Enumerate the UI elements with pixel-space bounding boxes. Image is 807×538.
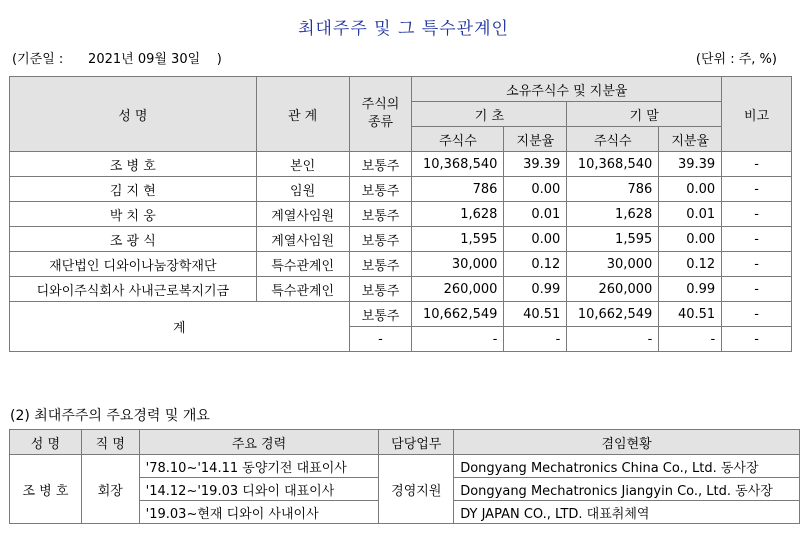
cell-begin-ratio: 39.39: [504, 152, 567, 177]
cell-end-ratio: 0.01: [659, 202, 722, 227]
cell-relation: 계열사임원: [256, 227, 349, 252]
page-title: 최대주주 및 그 특수관계인: [298, 19, 509, 39]
header-holdings: 소유주식수 및 지분율: [412, 77, 722, 102]
cell-begin-ratio: 40.51: [504, 302, 567, 327]
cell-name: 박 치 웅: [10, 202, 257, 227]
cell-type: 보통주: [349, 277, 412, 302]
table-row: [10, 177, 792, 202]
cell-end-shares: -: [567, 327, 659, 352]
cell-end-ratio: 0.00: [659, 177, 722, 202]
cell-begin-ratio: 0.99: [504, 277, 567, 302]
cell-name: 재단법인 디와이나눔장학재단: [10, 252, 257, 277]
cell-remark: -: [722, 152, 792, 177]
table-row: [10, 252, 792, 277]
cell-duty: 경영지원: [379, 455, 454, 524]
cell-remark: -: [722, 177, 792, 202]
cell-end-ratio: 0.12: [659, 252, 722, 277]
cell-end-shares: 10,368,540: [567, 152, 659, 177]
cell-begin-shares: 30,000: [412, 252, 504, 277]
cell-relation: 임원: [256, 177, 349, 202]
cell-name: 조 광 식: [10, 227, 257, 252]
header-end-shares: 주식수: [567, 127, 659, 152]
cell-type: 보통주: [349, 202, 412, 227]
cell-end-ratio: 39.39: [659, 152, 722, 177]
cell-begin-ratio: 0.12: [504, 252, 567, 277]
table-row: [10, 455, 800, 478]
cell-name: 디와이주식회사 사내근로복지기금: [10, 277, 257, 302]
cell-begin-shares: -: [412, 327, 504, 352]
basis-date: (기준일 : 2021년 09월 30일 ): [12, 52, 222, 67]
cell-relation: 본인: [256, 152, 349, 177]
career-section-title: (2) 최대주주의 주요경력 및 개요: [10, 408, 210, 424]
header-end-ratio: 지분율: [659, 127, 722, 152]
cell-remark: -: [722, 327, 792, 352]
cell-relation: 특수관계인: [256, 277, 349, 302]
cell-end-shares: 1,595: [567, 227, 659, 252]
cell-begin-shares: 1,628: [412, 202, 504, 227]
cell-end-ratio: 0.99: [659, 277, 722, 302]
header-concurrent: 겸임현황: [454, 430, 800, 455]
header-position: 직 명: [81, 430, 139, 455]
cell-begin-ratio: -: [504, 327, 567, 352]
cell-remark: -: [722, 302, 792, 327]
cell-remark: -: [722, 252, 792, 277]
cell-relation: 계열사임원: [256, 202, 349, 227]
cell-end-ratio: -: [659, 327, 722, 352]
table-row: [10, 202, 792, 227]
cell-end-ratio: 0.00: [659, 227, 722, 252]
header-name: 성 명: [10, 77, 257, 152]
cell-remark: -: [722, 277, 792, 302]
cell-begin-shares: 260,000: [412, 277, 504, 302]
cell-type: 보통주: [349, 152, 412, 177]
table-row: [10, 277, 792, 302]
cell-name: 조 병 호: [10, 152, 257, 177]
cell-concurrent-2: Dongyang Mechatronics Jiangyin Co., Ltd. 동사장: [454, 478, 800, 501]
header-stock-type: 주식의 종류: [349, 77, 412, 152]
career-table: [9, 429, 800, 524]
cell-begin-shares: 786: [412, 177, 504, 202]
total-row: [10, 302, 792, 327]
cell-begin-shares: 1,595: [412, 227, 504, 252]
cell-name: 조 병 호: [10, 455, 82, 524]
cell-relation: 특수관계인: [256, 252, 349, 277]
cell-begin-ratio: 0.00: [504, 177, 567, 202]
cell-type: -: [349, 327, 412, 352]
cell-type: 보통주: [349, 227, 412, 252]
table-row: [10, 152, 792, 177]
cell-end-shares: 1,628: [567, 202, 659, 227]
header-remark: 비고: [722, 77, 792, 152]
cell-end-shares: 786: [567, 177, 659, 202]
cell-type: 보통주: [349, 252, 412, 277]
cell-concurrent-3: DY JAPAN CO., LTD. 대표취체역: [454, 501, 800, 524]
header-begin-ratio: 지분율: [504, 127, 567, 152]
cell-name: 김 지 현: [10, 177, 257, 202]
header-ending: 기 말: [567, 102, 722, 127]
cell-begin-shares: 10,662,549: [412, 302, 504, 327]
cell-position: 회장: [81, 455, 139, 524]
header-relation: 관 계: [256, 77, 349, 152]
total-label: 계: [10, 302, 350, 352]
header-beginning: 기 초: [412, 102, 567, 127]
unit-label: (단위 : 주, %): [695, 52, 777, 67]
table-row: [10, 227, 792, 252]
cell-remark: -: [722, 227, 792, 252]
cell-type: 보통주: [349, 302, 412, 327]
cell-begin-shares: 10,368,540: [412, 152, 504, 177]
cell-begin-ratio: 0.01: [504, 202, 567, 227]
shareholders-table: [9, 76, 792, 352]
cell-career-1: '78.10~'14.11 동양기전 대표이사: [139, 455, 379, 478]
header-begin-shares: 주식수: [412, 127, 504, 152]
cell-career-2: '14.12~'19.03 디와이 대표이사: [139, 478, 379, 501]
cell-end-shares: 10,662,549: [567, 302, 659, 327]
cell-end-ratio: 40.51: [659, 302, 722, 327]
cell-concurrent-1: Dongyang Mechatronics China Co., Ltd. 동사장: [454, 455, 800, 478]
cell-end-shares: 30,000: [567, 252, 659, 277]
cell-begin-ratio: 0.00: [504, 227, 567, 252]
cell-end-shares: 260,000: [567, 277, 659, 302]
cell-remark: -: [722, 202, 792, 227]
cell-career-3: '19.03~현재 디와이 사내이사: [139, 501, 379, 524]
header-career: 주요 경력: [139, 430, 379, 455]
cell-type: 보통주: [349, 177, 412, 202]
header-name: 성 명: [10, 430, 82, 455]
header-duty: 담당업무: [379, 430, 454, 455]
